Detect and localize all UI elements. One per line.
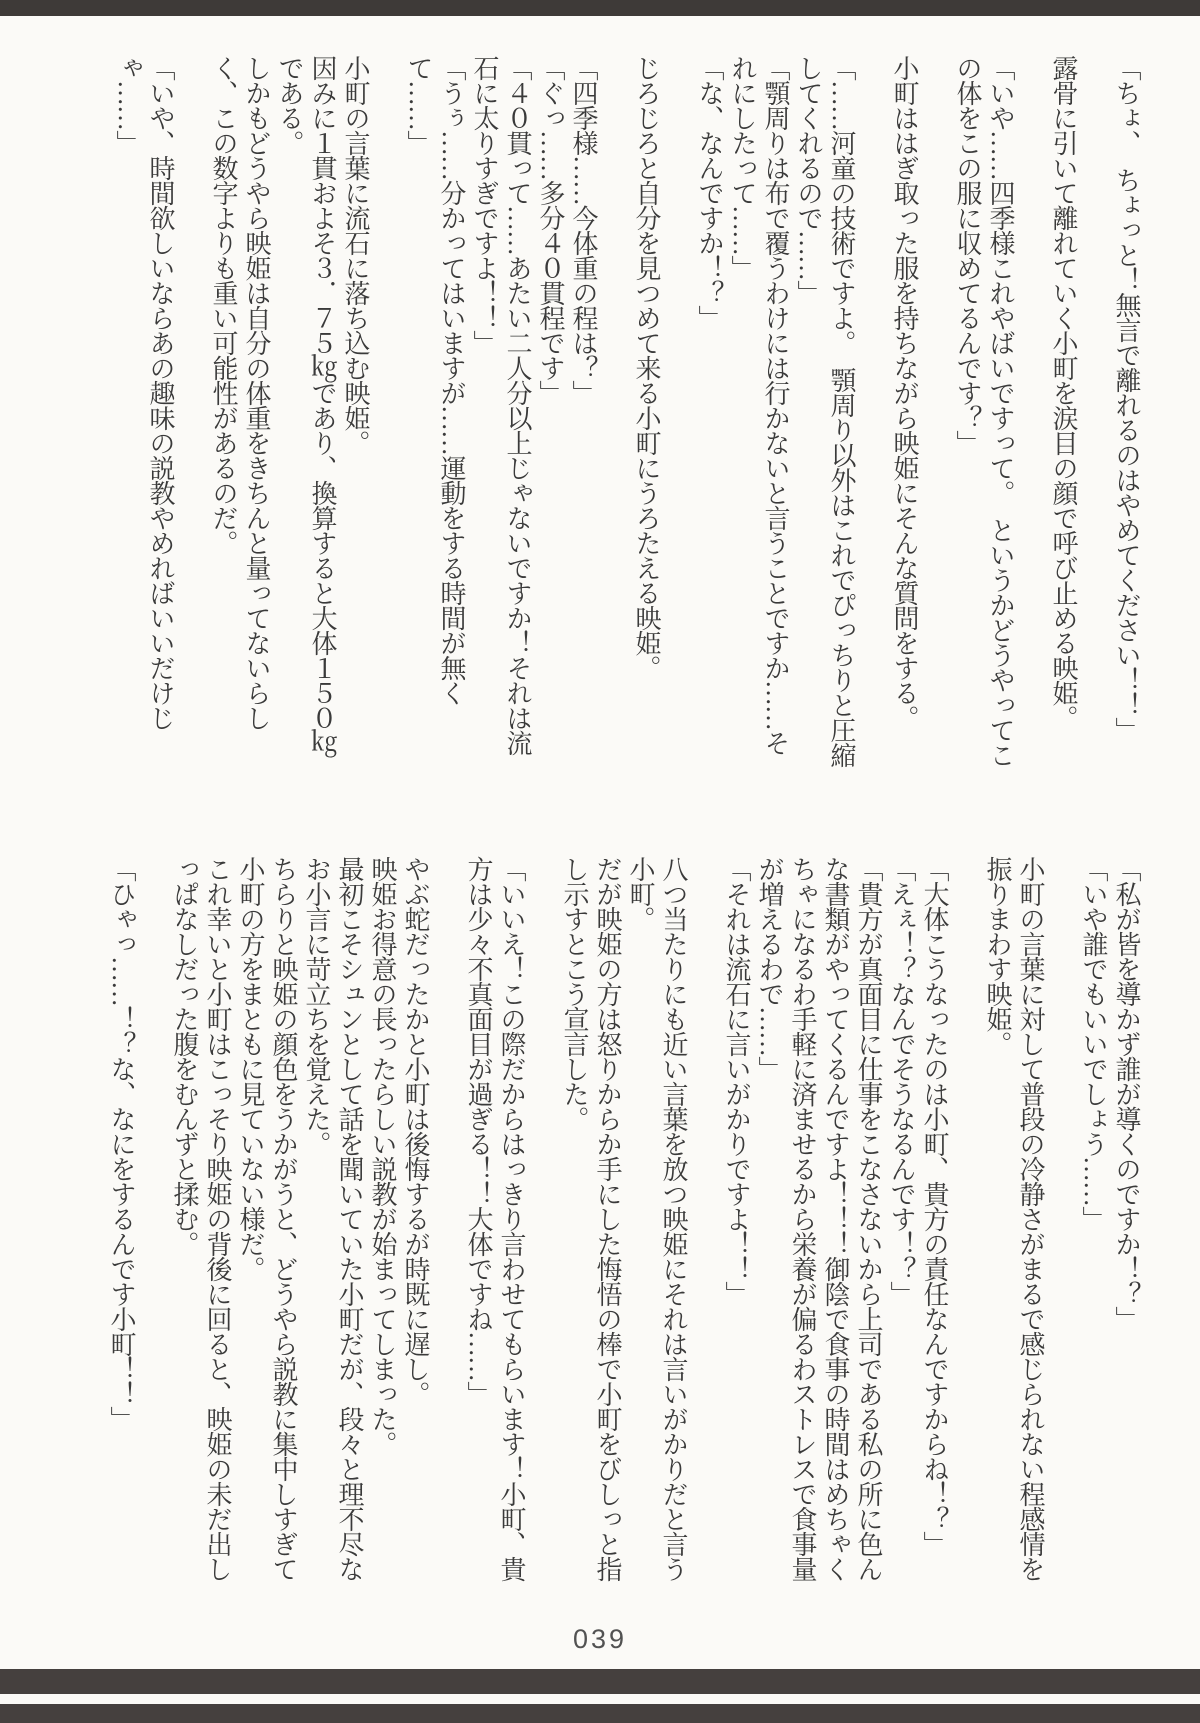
dialogue-paragraph: 「いや……四季様これやばいですって。 というかどうやってこの体をこの服に収めてるんです？」 [953,55,1015,767]
narration-paragraph: 最初こそシュンとして話を聞いていた小町だが、段々と理不尽なお小言に苛立ちを覚えた。 [302,856,364,1581]
narration-paragraph: 小町ははぎ取った服を持ちながら映姫にそんな質問をする。 [890,55,919,730]
narration-paragraph: ちらりと映姫の顔色をうかがうと、どうやら説教に集中しすぎて小町の方をまともに見ていない様だ。 [236,856,298,1581]
dialogue-paragraph: 「四季様……今体重の程は？」 [569,55,598,405]
narration-paragraph: 因みに１貫およそ３．７５㎏であり、換算すると大体１５０㎏である。 [275,55,337,755]
narration-paragraph: 小町の言葉に流石に落ち込む映姫。 [341,55,370,455]
text-block-narration [981,856,1047,1602]
dialogue-paragraph: 「顎周りは布で覆うわけには行かないと言うことですか……それにしたって……」 [728,55,790,755]
dialogue-paragraph: 「それは流石に言いがかりですよ！！」 [722,856,751,1306]
text-block-narration [888,55,921,769]
bottom-border-bar-inner [0,1704,1200,1723]
dialogue-paragraph: 「ぐっ……多分４０貫程です」 [536,55,565,405]
text-block-dialogue [1110,55,1143,769]
narration-paragraph: じろじろと自分を見つめて来る小町にうろたえる映姫。 [632,55,661,680]
narration-paragraph: しかもどうやら映姫は自分の体重をきちんと量ってないらしく、この数字よりも重い可能性があるのだ。 [209,55,271,730]
text-block-dialogue [693,55,858,769]
text-block-narration [168,856,432,1602]
text-block-dialogue [111,55,177,769]
narration-paragraph: だが映姫の方は怒りからか手にした悔悟の棒で小町をびしっと指し示すとこう宣言した。 [560,856,622,1581]
dialogue-paragraph: 「な、なんですか！？」 [695,55,724,330]
dialogue-paragraph: 「いや誰でもいいでしょう……」 [1079,856,1108,1231]
text-block-dialogue [951,55,1017,769]
text-block-dialogue [1077,856,1143,1602]
dialogue-paragraph: 「４０貫って……あたい二人分以上じゃないですか！それは流石に太りすぎですよ！！」 [470,55,532,755]
text-block-narration [630,55,663,769]
narration-paragraph: 映姫お得意の長ったらしい説教が始まってしまった。 [368,856,397,1456]
dialogue-paragraph: 「大体こうなったのは小町、貴方の責任なんですからね！？」 [920,856,949,1556]
dialogue-paragraph: 「えぇ！？なんでそうなるんです！？」 [887,856,916,1306]
text-block-narration [1047,55,1080,769]
dialogue-paragraph: 「いや、時間欲しいならあの趣味の説教やめればいいだけじゃ……」 [113,55,175,730]
page-number: 039 [572,1624,628,1654]
text-block-dialogue [105,856,138,1602]
narration-paragraph: 露骨に引いて離れていく小町を涙目の顔で呼び止める映姫。 [1049,55,1078,730]
narration-paragraph: 小町の言葉に対して普段の冷静さがまるで感じられない程感情を振りまわす映姫。 [983,856,1045,1581]
text-section-upper [111,55,1143,769]
text-block-dialogue [402,55,600,769]
dialogue-paragraph: 「うぅ……分かってはいますが……運動をする時間が無くて……」 [404,55,466,705]
dialogue-paragraph: 「貴方が真面目に仕事をこなさないから上司である私の所に色んな書類がやってくるんですよ！！！御陰で食事の時間はめちゃくちゃになるわ手軽に済ませるから栄養が偏るわストレスで食事量が増えるわで……」 [755,856,883,1581]
narration-paragraph: これ幸いと小町はこっそり映姫の背後に回ると、映姫の未だ出しっぱなしだった腹をむんずと揉む。 [170,856,232,1581]
dialogue-paragraph: 「私が皆を導かず誰が導くのですか！？」 [1112,856,1141,1331]
dialogue-paragraph: 「ちょ、 ちょっと！無言で離れるのはやめてください！！」 [1112,55,1141,742]
narration-paragraph: やぶ蛇だったかと小町は後悔するが時既に遅し。 [401,856,430,1406]
text-section-lower [105,856,1143,1602]
text-block-narration [558,856,690,1602]
text-block-dialogue [462,856,528,1602]
top-border-bar [0,0,1200,16]
narration-paragraph: 八つ当たりにも近い言葉を放つ映姫にそれは言いがかりだと言う小町。 [626,856,688,1581]
bottom-border-bar-outer [0,1669,1200,1694]
text-block-narration [207,55,372,769]
dialogue-paragraph: 「……河童の技術ですよ。 顎周り以外はこれでぴっちりと圧縮してくれるので……」 [794,55,856,767]
dialogue-paragraph: 「いいえ！この際だからはっきり言わせてもらいます！小町、貴方は少々不真面目が過ぎる！！大体ですね……」 [464,856,526,1581]
dialogue-paragraph: 「ひゃっ……！？な、なにをするんです小町！！」 [107,856,136,1431]
text-block-dialogue [720,856,951,1602]
